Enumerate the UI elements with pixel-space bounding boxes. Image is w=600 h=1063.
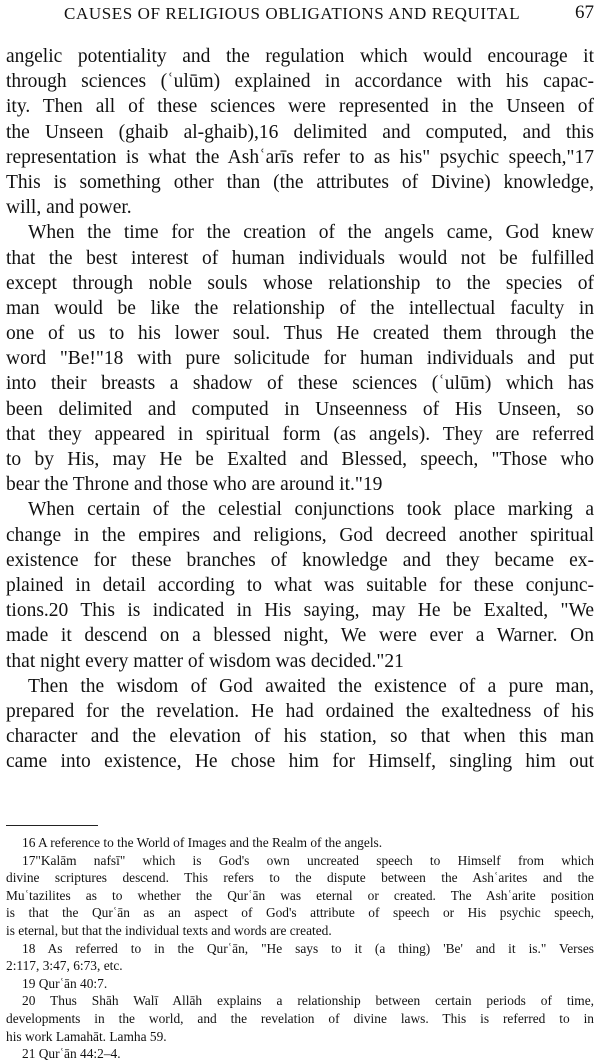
text-line: When the time for the creation of the angels came, God knew xyxy=(28,222,594,244)
text-line: bear the Throne and those who are around it."19 xyxy=(6,474,383,496)
footnote-line: 17"Kalām nafsī" which is God's own uncreated speech to Himself from which xyxy=(22,852,594,868)
text-line: the Unseen (ghaib al-ghaib),16 delimited and computed, and this xyxy=(6,121,594,143)
text-line: will, and power. xyxy=(6,197,132,219)
text-line: prepared for the revelation. He had ordained the exaltedness of his xyxy=(6,700,594,722)
text-line: made it descend on a blessed night, We were ever a Warner. On xyxy=(6,625,594,647)
footnote-line: developments in the world, and the revelation of divine laws. This is referred to in xyxy=(6,1010,594,1026)
paragraph xyxy=(6,674,594,775)
footnote-rule xyxy=(6,825,98,826)
text-line: plained in detail according to what was suitable for these conjunc- xyxy=(6,574,594,596)
text-line: Then the wisdom of God awaited the existence of a pure man, xyxy=(28,675,594,697)
text-line: been delimited and computed in Unseenness of His Unseen, so xyxy=(6,398,594,420)
body-text xyxy=(6,44,594,774)
text-line: representation is what the Ashʿarīs refer to as his" psychic speech,"17 xyxy=(6,146,594,168)
text-line: through sciences (ʿulūm) explained in accordance with his capac- xyxy=(6,71,594,93)
running-title: CAUSES OF RELIGIOUS OBLIGATIONS AND REQUITAL xyxy=(64,4,521,23)
footnote-line: 18 As referred to in the Qurʿān, "He says to it (a thing) 'Be' and it is." Verses xyxy=(22,940,594,956)
paragraph xyxy=(6,220,594,497)
text-line: existence for these branches of knowledge and they became ex- xyxy=(6,549,594,571)
footnote-line: is that the Qurʿān as an aspect of God's attribute of speech or His psychic speech, xyxy=(6,905,594,921)
text-line: angelic potentiality and the regulation which would encourage it xyxy=(6,46,594,67)
footnote-line: divine scriptures descend. This refers to the dispute between the Ashʿarites and the xyxy=(6,870,594,886)
footnote-line: his work Lamahāt. Lamha 59. xyxy=(6,1028,167,1044)
text-line: ity. Then all of these sciences were represented in the Unseen of xyxy=(6,96,594,118)
paragraph xyxy=(6,44,594,220)
text-line: came into existence, He chose him for Himself, singling him out xyxy=(6,751,594,773)
footnote-line: 16 A reference to the World of Images and the Realm of the angels. xyxy=(22,835,383,850)
text-line: one of us to his lower soul. Thus He created them through the xyxy=(6,323,594,345)
text-line: to by His, may He be Exalted and Blessed, speech, "Those who xyxy=(6,449,594,470)
footnote-line: Muʿtazilites as to whether the Qurʿān was eternal or created. The Ashʿarite position xyxy=(6,887,594,903)
paragraph xyxy=(6,497,594,673)
footnote-line: 21 Qurʿān 44:2–4. xyxy=(22,1046,121,1062)
text-line: that the best interest of human individuals would not be fulfilled xyxy=(6,247,594,269)
text-line: When certain of the celestial conjunctions took place marking a xyxy=(28,499,594,521)
footnote-line: is eternal, but that the individual texts and words are created. xyxy=(6,922,332,938)
footnote-line: 20 Thus Shāh Walī Allāh explains a relationship between certain periods of time, xyxy=(22,993,594,1009)
page-number: 67 xyxy=(575,2,594,23)
text-line: that they appeared in spiritual form (as angels). They are referred xyxy=(6,423,594,445)
text-line: This is something other than (the attributes of Divine) knowledge, xyxy=(6,171,594,193)
text-line: into their breasts a shadow of these sciences (ʿulūm) which has xyxy=(6,373,594,395)
text-line: word "Be!"18 with pure solicitude for human individuals and put xyxy=(6,348,594,370)
text-line: except through noble souls whose relationship to the species of xyxy=(6,272,594,294)
footnotes xyxy=(6,834,594,1063)
footnote-line: 19 Qurʿān 40:7. xyxy=(22,975,108,991)
text-line: man would be like the relationship of the intellectual faculty in xyxy=(6,297,594,319)
text-line: change in the empires and religions, God decreed another spiritual xyxy=(6,524,594,546)
text-line: that night every matter of wisdom was decided."21 xyxy=(6,650,404,672)
footnote-line: 2:117, 3:47, 6:73, etc. xyxy=(6,958,123,974)
text-line: tions.20 This is indicated in His saying, may He be Exalted, "We xyxy=(6,600,594,622)
running-head xyxy=(0,2,600,28)
text-line: character and the elevation of his station, so that when this man xyxy=(6,726,594,748)
